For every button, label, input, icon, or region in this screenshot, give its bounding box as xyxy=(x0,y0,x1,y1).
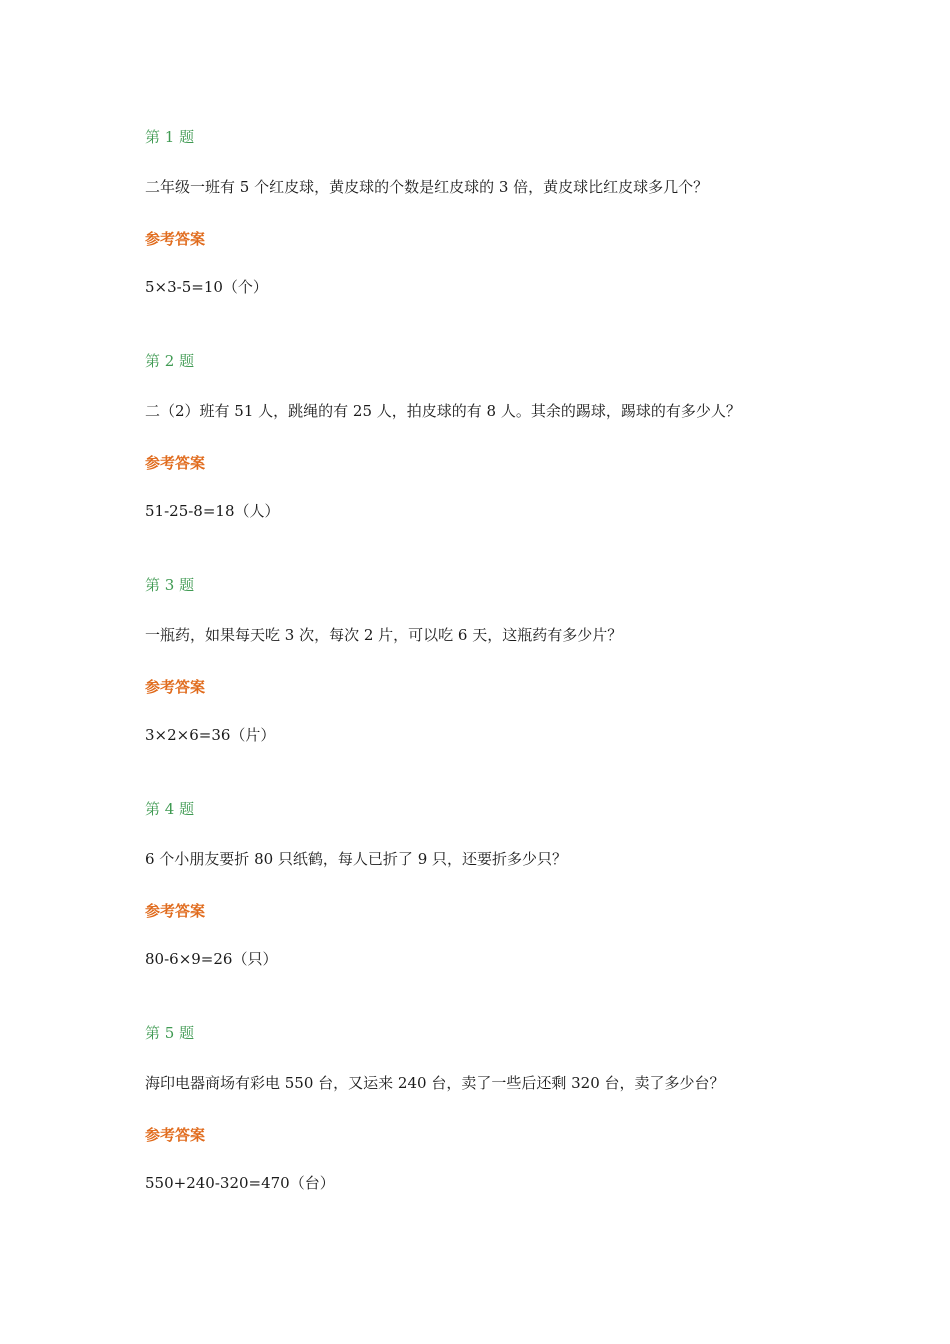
question-title: 第 4 题 xyxy=(145,800,195,818)
answer-text: 550+240-320=470（台） xyxy=(145,1174,335,1192)
question-text: 一瓶药，如果每天吃 3 次，每次 2 片，可以吃 6 天，这瓶药有多少片？ xyxy=(145,626,623,644)
answer-label: 参考答案 xyxy=(145,230,206,248)
question-title: 第 3 题 xyxy=(145,576,195,594)
question-text: 二年级一班有 5 个红皮球，黄皮球的个数是红皮球的 3 倍，黄皮球比红皮球多几个？ xyxy=(145,178,709,196)
answer-label: 参考答案 xyxy=(145,454,206,472)
question-text: 6 个小朋友要折 80 只纸鹤，每人已折了 9 只，还要折多少只？ xyxy=(145,850,568,868)
question-title: 第 5 题 xyxy=(145,1024,195,1042)
question-text: 海印电器商场有彩电 550 台，又运来 240 台，卖了一些后还剩 320 台，卖了多少台？ xyxy=(145,1074,725,1092)
answer-label: 参考答案 xyxy=(145,1126,206,1144)
answer-text: 51-25-8=18（人） xyxy=(145,502,280,520)
answer-text: 3×2×6=36（片） xyxy=(145,726,276,744)
answer-text: 80-6×9=26（只） xyxy=(145,950,278,968)
answer-label: 参考答案 xyxy=(145,902,206,920)
answer-text: 5×3-5=10（个） xyxy=(145,278,268,296)
answer-label: 参考答案 xyxy=(145,678,206,696)
question-title: 第 2 题 xyxy=(145,352,195,370)
question-text: 二（2）班有 51 人，跳绳的有 25 人，拍皮球的有 8 人。其余的踢球，踢球的有多少人？ xyxy=(145,402,741,420)
question-title: 第 1 题 xyxy=(145,128,195,146)
